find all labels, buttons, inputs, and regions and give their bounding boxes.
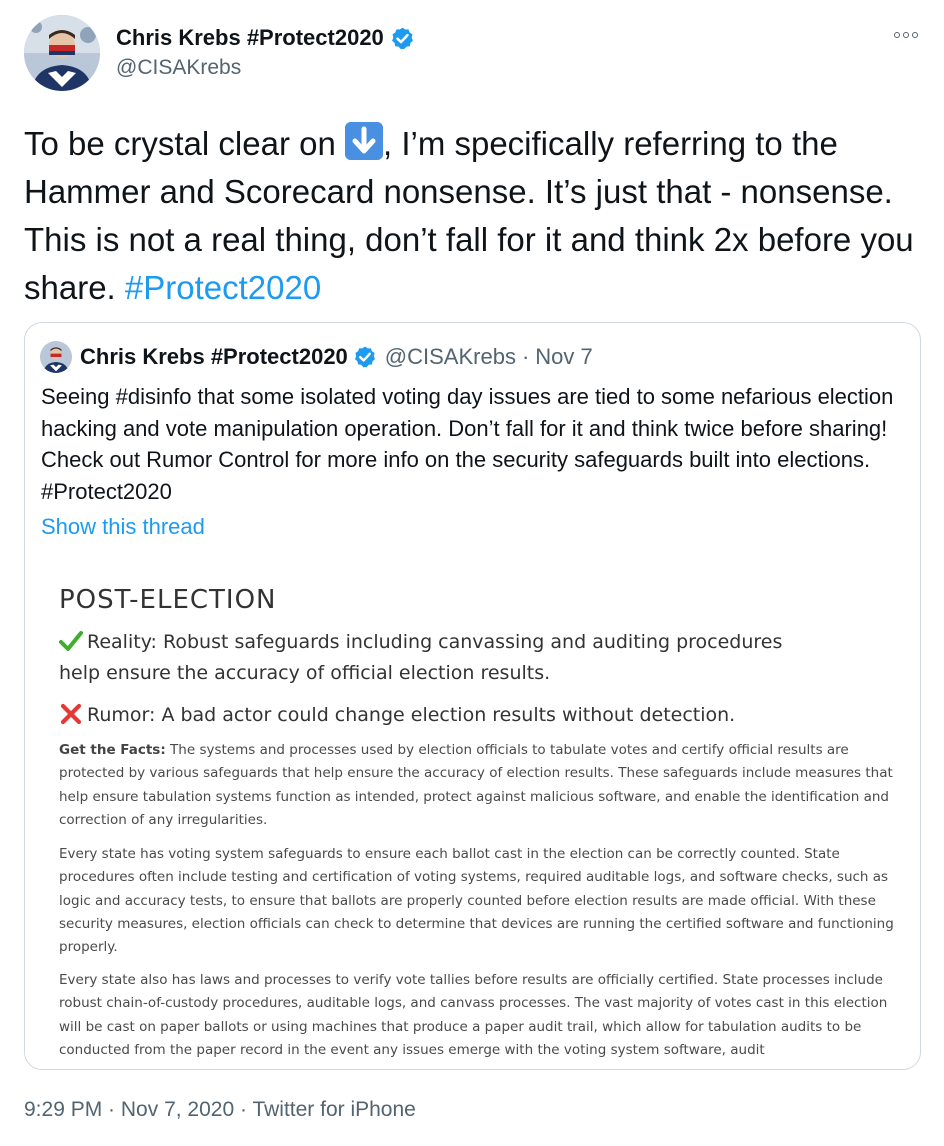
tweet-meta	[24, 1096, 416, 1124]
quoted-tweet-header	[80, 342, 593, 372]
image-rumor-text: Rumor: A bad actor could change election results without detection.	[87, 704, 736, 726]
image-reality-text: Reality: Robust safeguards including canvassing and auditing procedures	[87, 631, 783, 653]
image-reality-line	[59, 627, 782, 657]
quoted-tweet-card[interactable]	[24, 322, 921, 1070]
cross-mark-icon	[59, 703, 83, 725]
image-rumor-line	[59, 700, 735, 730]
checkmark-icon	[59, 630, 83, 652]
image-paragraph-2: Every state has voting system safeguards to ensure each ballot cast in the election can be correctly counted. State procedures often include testing and certification of voting systems, required auditable logs, and software checks, such as logic and accuracy tests, to ensure that ballots are properly counted before election results are made official. With these security measures, election officials can check to determine that devices are running the certified software and functioning properly.	[59, 846, 894, 956]
image-paragraph-1-text: The systems and processes used by election officials to tabulate votes and certify official results are protected by various safeguards that help ensure the accuracy of election results. These safeguards include measures that help ensure tabulation systems function as intended, protect against malicious software, and enable the identification and correction of any irregularities.	[59, 742, 893, 828]
quoted-author-handle: @CISAKrebs	[384, 344, 516, 369]
author-avatar[interactable]	[24, 15, 100, 91]
avatar-image	[24, 15, 100, 91]
hashtag-link[interactable]: #Protect2020	[124, 269, 322, 306]
tweet-text-part2: , I’m specifically referring to the Hammer and Scorecard nonsense. It’s just that - nonsense. This is not a real thing, don’t fall for it and think 2x before you share.	[24, 125, 914, 306]
meta-separator: ·	[234, 1098, 253, 1121]
tweet-text-part1: To be crystal clear on	[24, 125, 345, 162]
image-reality-line-2: help ensure the accuracy of official election results.	[59, 662, 551, 684]
verified-badge-icon	[390, 26, 415, 51]
author-name-text[interactable]: Chris Krebs #Protect2020	[116, 25, 384, 50]
tweet-source[interactable]: Twitter for iPhone	[252, 1098, 416, 1121]
more-options-icon[interactable]	[892, 28, 920, 42]
quoted-tweet-image[interactable]	[25, 561, 921, 1070]
quoted-verified-badge-icon	[353, 345, 377, 369]
image-paragraph-1	[59, 739, 899, 832]
facts-label: Get the Facts:	[59, 742, 166, 758]
meta-separator: ·	[102, 1098, 121, 1121]
quoted-separator: ·	[521, 344, 530, 369]
tweet-time[interactable]: 9:29 PM	[24, 1098, 103, 1121]
show-thread-link[interactable]: Show this thread	[41, 514, 205, 539]
author-handle[interactable]: @CISAKrebs	[116, 56, 242, 79]
quoted-date: Nov 7	[535, 344, 593, 369]
tweet-date[interactable]: Nov 7, 2020	[120, 1098, 235, 1121]
author-name[interactable]	[116, 24, 415, 52]
down-arrow-emoji-icon	[345, 122, 383, 160]
image-paragraph-3: Every state also has laws and processes to verify vote tallies before results are officially certified. State processes include robust chain-of-custody procedures, auditable logs, and canvass processes. The vast majority of votes cast in this election will be cast on paper ballots or using machines that produce a paper audit trail, which allow for tabulation audits to be conducted from the paper record in the event any issues emerge with the voting system software, audit	[59, 972, 888, 1058]
quoted-tweet-text: Seeing #disinfo that some isolated voting day issues are tied to some nefarious election hacking and vote manipulation operation. Don’t fall for it and think twice before sharing! Check out Rumor Control for more info on the security safeguards built into elections. #Protect2020	[41, 384, 894, 504]
image-title: POST-ELECTION	[59, 585, 277, 615]
quoted-author-avatar	[40, 341, 72, 373]
tweet-text	[24, 120, 924, 312]
quoted-author-name: Chris Krebs #Protect2020	[80, 344, 348, 369]
